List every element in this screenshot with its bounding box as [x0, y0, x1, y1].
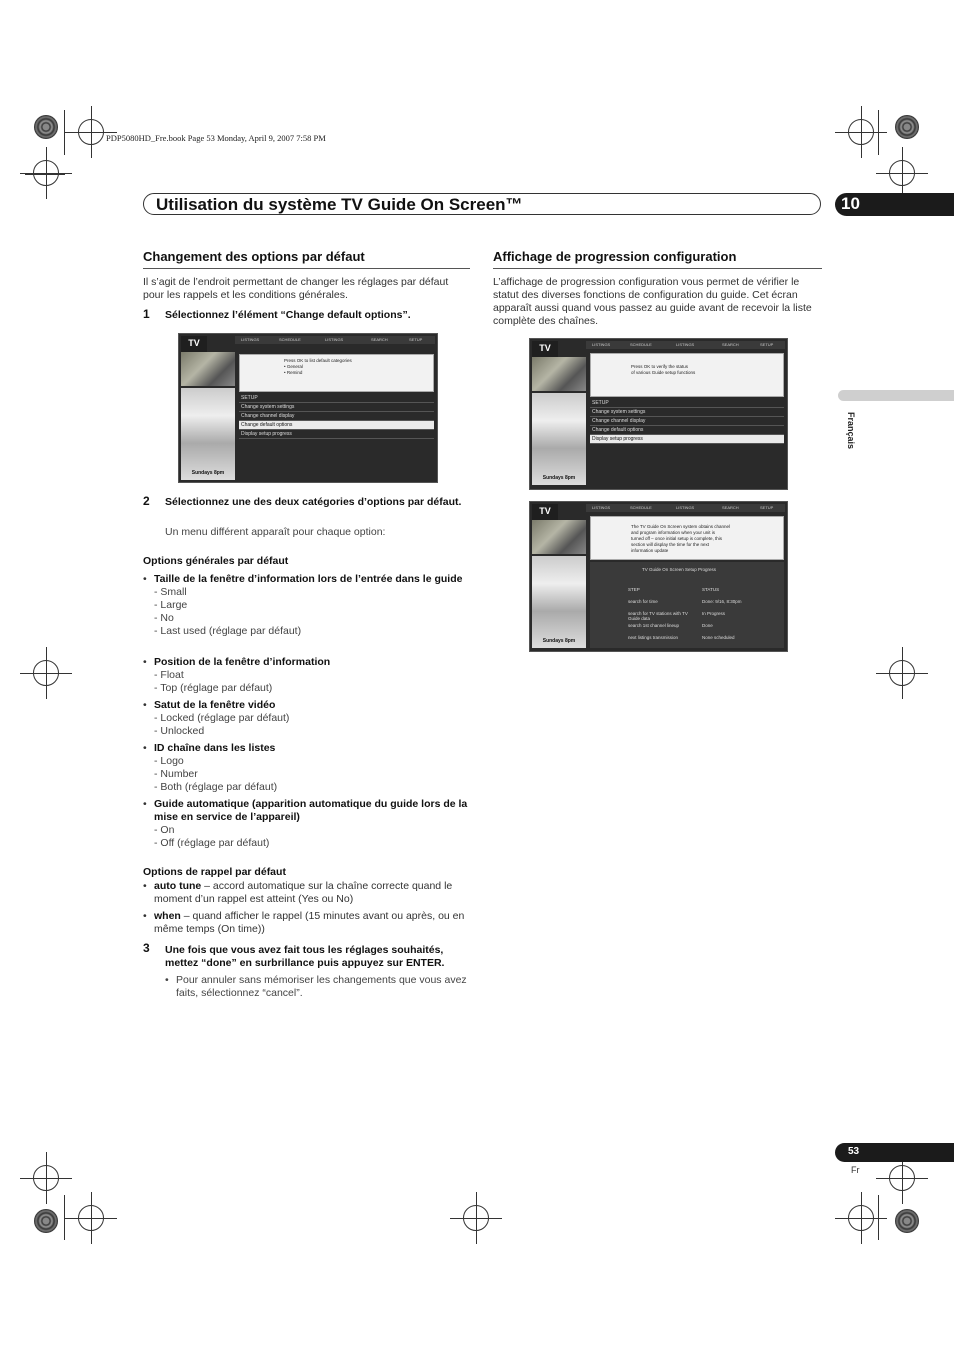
tv-guide-logo: TV: [532, 341, 558, 357]
tv-guide-logo: TV: [532, 504, 558, 520]
registration-crosshair: [889, 660, 915, 686]
step-1-number: 1: [143, 307, 150, 321]
right-heading: Affichage de progression configuration: [493, 249, 737, 264]
chapter-number: 10: [841, 194, 860, 213]
step-2-number: 2: [143, 494, 150, 508]
chapter-title-bar: [143, 193, 821, 215]
tv-guide-video-window: [532, 520, 586, 554]
tv-guide-setup-menu: SETUP Change system settings Change channel display Change default options Display setup progress: [239, 394, 434, 439]
crop-mark: [64, 1195, 65, 1240]
tv-guide-setup-menu: SETUP Change system settings Change channel display Change default options Display setup progress: [590, 399, 784, 444]
tv-guide-ad-panel: Sundays 8pm: [532, 556, 586, 648]
step-3-text: Une fois que vous avez fait tous les réglages souhaités, mettez “done” en surbrillance puis appuyez sur ENTER.: [165, 944, 445, 969]
registration-crosshair: [78, 1205, 104, 1231]
tv-guide-ad-panel: Sundays 8pm: [532, 393, 586, 485]
left-heading-rule: [143, 268, 470, 269]
registration-crosshair: [848, 1205, 874, 1231]
file-info: PDP5080HD_Fre.book Page 53 Monday, April 9, 2007 7:58 PM: [106, 133, 326, 143]
general-option-3: • Satut de la fenêtre vidéo - Locked (réglage par défaut) - Unlocked: [143, 699, 290, 737]
general-option-5: • Guide automatique (apparition automatique du guide lors de la mise en service de l’appareil) - On - Off (réglage par défaut): [143, 798, 468, 849]
registration-disc: [895, 1209, 919, 1233]
reminder-option-auto-tune: • auto tune – accord automatique sur la chaîne correcte quand le moment d’un rappel est atteint (Yes ou No): [143, 880, 453, 905]
tv-guide-nav-bar: LISTINGS SCHEDULE LISTINGS SEARCH SETUP: [586, 341, 785, 349]
tv-guide-nav-bar: LISTINGS SCHEDULE LISTINGS SEARCH SETUP: [586, 504, 785, 512]
page-number-tab: [835, 1143, 954, 1162]
tv-guide-info-box: Press OK to verify the status of various Guide setup functions: [590, 353, 784, 397]
page-number: 53: [848, 1146, 860, 1157]
registration-crosshair: [848, 119, 874, 145]
step-3-number: 3: [143, 941, 150, 955]
registration-crosshair: [889, 1165, 915, 1191]
crop-mark: [64, 110, 65, 155]
tv-guide-info-box: The TV Guide On Screen system obtains channel and program information when your unit is turned off – once initial setup is complete, this section will display the time for the next information update: [590, 516, 784, 560]
reminder-option-when: • when – quand afficher le rappel (15 minutes avant ou après, ou en même temps (On time)): [143, 910, 465, 935]
chapter-title: Utilisation du système TV Guide On Screen™: [156, 195, 523, 214]
tv-guide-ad-panel: Sundays 8pm: [181, 388, 235, 480]
registration-crosshair: [33, 160, 59, 186]
registration-disc: [34, 1209, 58, 1233]
right-heading-rule: [493, 268, 822, 269]
step-1-text: Sélectionnez l’élément “Change default options”.: [165, 309, 411, 321]
tv-guide-screenshot-setup-progress: [529, 501, 788, 652]
crop-mark: [878, 110, 879, 155]
step-2-text: Sélectionnez une des deux catégories d’options par défaut.: [165, 496, 462, 508]
tv-guide-screenshot-setup: [178, 333, 438, 483]
registration-crosshair: [78, 119, 104, 145]
chapter-number-tab: [835, 193, 954, 216]
tv-guide-video-window: [181, 352, 235, 386]
registration-disc: [34, 115, 58, 139]
general-option-2: • Position de la fenêtre d’information - Float - Top (réglage par défaut): [143, 656, 331, 694]
reminder-options-heading: Options de rappel par défaut: [143, 866, 286, 878]
tv-guide-logo: TV: [181, 336, 207, 352]
setup-progress-table: TV Guide On Screen Setup Progress STEP STATUS search for time Done: 9/16, 8:30pm search for TV stations with TV Guide data In Progress search 1st channel lineup Done next listings transmission None scheduled: [590, 562, 784, 648]
general-option-4: • ID chaîne dans les listes - Logo - Number - Both (réglage par défaut): [143, 742, 278, 793]
crop-mark: [878, 1195, 879, 1240]
registration-crosshair: [889, 160, 915, 186]
step-3-sub: • Pour annuler sans mémoriser les changements que vous avez faits, sélectionnez “cancel”.: [165, 974, 467, 999]
right-intro: L’affichage de progression configuration vous permet de vérifier le statut des diverses fonctions de configuration du guide. Cet écran apparaît aussi quand vous passez au guide avant de recevoir la liste complète des chaînes.: [493, 276, 812, 327]
registration-crosshair: [33, 660, 59, 686]
left-intro: Il s’agit de l’endroit permettant de changer les réglages par défaut pour les rappels et les conditions générales.: [143, 276, 449, 301]
page-language: Fr: [851, 1165, 860, 1175]
registration-crosshair: [463, 1205, 489, 1231]
tv-guide-info-box: Press OK to list default categories • General • Remind: [239, 354, 434, 392]
general-options-heading: Options générales par défaut: [143, 555, 289, 567]
language-side-label: Français: [846, 412, 856, 450]
tv-guide-screenshot-progress-menu: [529, 338, 788, 490]
step-2-sub: Un menu différent apparaît pour chaque option:: [165, 526, 386, 538]
registration-disc: [895, 115, 919, 139]
left-heading: Changement des options par défaut: [143, 249, 365, 264]
registration-crosshair: [33, 1165, 59, 1191]
language-side-tab: [838, 390, 954, 401]
general-option-1: • Taille de la fenêtre d’information lors de l’entrée dans le guide - Small - Large - No - Last used (réglage par défaut): [143, 573, 463, 637]
crop-mark: [25, 174, 65, 175]
tv-guide-nav-bar: LISTINGS SCHEDULE LISTINGS SEARCH SETUP: [235, 336, 435, 344]
tv-guide-video-window: [532, 357, 586, 391]
